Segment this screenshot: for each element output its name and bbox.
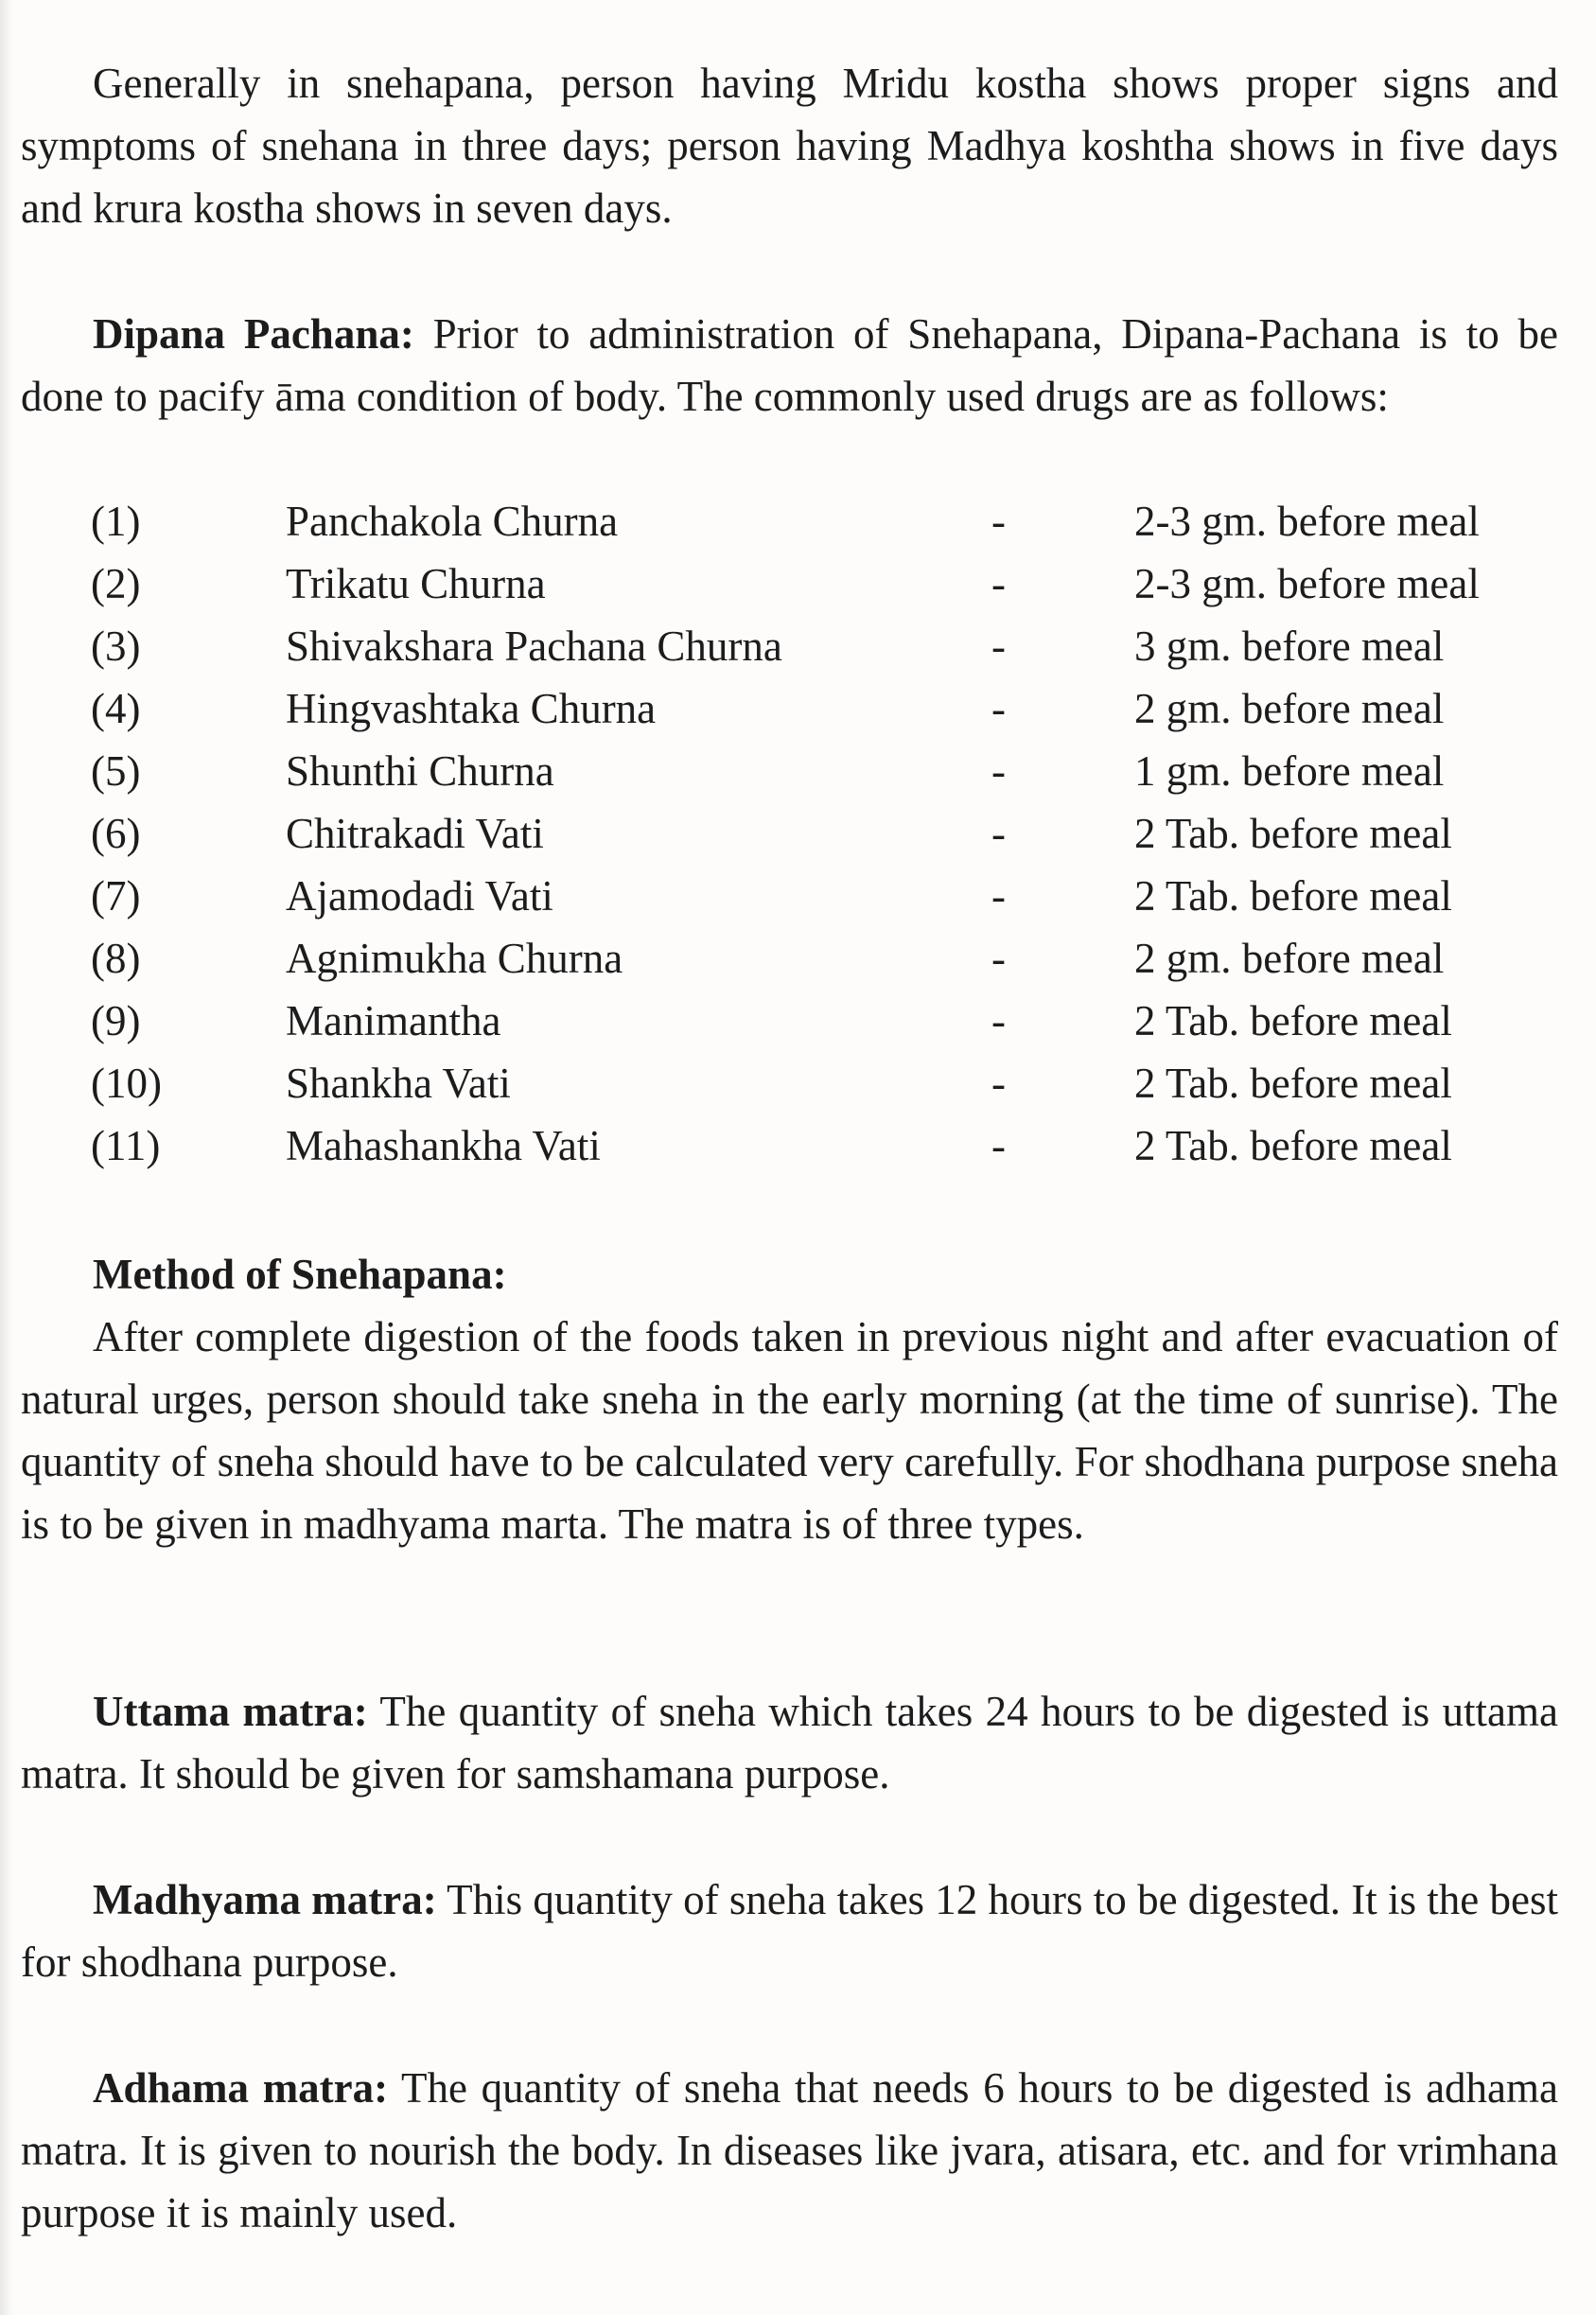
intro-paragraph	[21, 52, 1558, 239]
drug-number: (11)	[91, 1122, 161, 1169]
drug-number: (10)	[91, 1060, 162, 1107]
drug-dose: 2 Tab. before meal	[1134, 1122, 1452, 1169]
drug-number: (4)	[91, 685, 141, 732]
drug-number: (1)	[91, 498, 141, 545]
madhyama-text: This quantity of sneha takes 12 hours to be digested. It is the best for shodhana purpose.	[21, 1876, 1558, 1986]
drug-dash: -	[991, 560, 1006, 607]
drug-list	[0, 490, 1596, 1177]
drug-dose: 2 Tab. before meal	[1134, 1060, 1452, 1107]
drug-name: Panchakola Churna	[286, 498, 619, 545]
uttama-paragraph	[21, 1680, 1558, 1805]
drug-name: Chitrakadi Vati	[286, 810, 544, 857]
drug-list-item	[0, 990, 1596, 1052]
drug-number: (9)	[91, 997, 141, 1044]
drug-name: Agnimukha Churna	[286, 935, 623, 982]
drug-list-item	[0, 802, 1596, 865]
drug-name: Mahashankha Vati	[286, 1122, 601, 1169]
uttama-label: Uttama matra:	[93, 1688, 368, 1735]
drug-dash: -	[991, 997, 1006, 1044]
drug-dash: -	[991, 935, 1006, 982]
intro-text: Generally in snehapana, person having Mridu kostha shows proper signs and symptoms of snehana in three days; person having Madhya koshtha shows in five days and krura kostha shows in seven days.	[21, 60, 1558, 232]
drug-dose: 2 Tab. before meal	[1134, 810, 1452, 857]
drug-list-item	[0, 490, 1596, 552]
drug-name: Shivakshara Pachana Churna	[286, 623, 782, 670]
drug-number: (6)	[91, 810, 141, 857]
drug-number: (3)	[91, 623, 141, 670]
madhyama-label: Madhyama matra:	[93, 1876, 437, 1923]
drug-name: Hingvashtaka Churna	[286, 685, 657, 732]
drug-list-item	[0, 1052, 1596, 1114]
dipana-pachana-text: Prior to administration of Snehapana, Dipana-Pachana is to be done to pacify āma condition of body. The commonly used drugs are as follows:	[21, 310, 1558, 420]
drug-dash: -	[991, 1060, 1006, 1107]
adhama-text: The quantity of sneha that needs 6 hours to be digested is adhama matra. It is given to nourish the body. In diseases like jvara, atisara, etc. and for vrimhana purpose it is mainly used.	[21, 2064, 1558, 2236]
adhama-paragraph	[21, 2057, 1558, 2244]
drug-dose: 2-3 gm. before meal	[1134, 560, 1480, 607]
drug-dash: -	[991, 810, 1006, 857]
drug-dose: 2 Tab. before meal	[1134, 872, 1452, 920]
uttama-text: The quantity of sneha which takes 24 hours to be digested is uttama matra. It should be given for samshamana purpose.	[21, 1688, 1558, 1798]
dipana-pachana-label: Dipana Pachana:	[93, 310, 414, 358]
drug-name: Ajamodadi Vati	[286, 872, 553, 920]
drug-dose: 2-3 gm. before meal	[1134, 498, 1480, 545]
drug-dose: 2 gm. before meal	[1134, 685, 1445, 732]
drug-name: Trikatu Churna	[286, 560, 546, 607]
drug-number: (2)	[91, 560, 141, 607]
drug-list-item	[0, 927, 1596, 990]
method-paragraph	[21, 1306, 1558, 1555]
drug-list-item	[0, 740, 1596, 802]
drug-number: (8)	[91, 935, 141, 982]
drug-number: (5)	[91, 747, 141, 795]
drug-name: Manimantha	[286, 997, 501, 1044]
drug-dose: 2 Tab. before meal	[1134, 997, 1452, 1044]
drug-dash: -	[991, 872, 1006, 920]
drug-dash: -	[991, 1122, 1006, 1169]
drug-dash: -	[991, 747, 1006, 795]
adhama-label: Adhama matra:	[93, 2064, 389, 2112]
drug-list-item	[0, 677, 1596, 740]
drug-name: Shankha Vati	[286, 1060, 511, 1107]
method-heading: Method of Snehapana:	[93, 1251, 507, 1298]
drug-number: (7)	[91, 872, 141, 920]
drug-list-item	[0, 1114, 1596, 1177]
madhyama-paragraph	[21, 1868, 1558, 1993]
drug-dose: 3 gm. before meal	[1134, 623, 1445, 670]
drug-dash: -	[991, 685, 1006, 732]
drug-list-item	[0, 552, 1596, 615]
drug-list-item	[0, 865, 1596, 927]
drug-name: Shunthi Churna	[286, 747, 554, 795]
drug-dose: 1 gm. before meal	[1134, 747, 1445, 795]
drug-list-item	[0, 615, 1596, 677]
drug-dose: 2 gm. before meal	[1134, 935, 1445, 982]
dipana-pachana-paragraph	[21, 303, 1558, 428]
method-text: After complete digestion of the foods taken in previous night and after evacuation of natural urges, person should take sneha in the early morning (at the time of sunrise). The quantity of sneha should have to be calculated very carefully. For shodhana purpose sneha is to be given in madhyama marta. The matra is of three types.	[21, 1313, 1558, 1548]
drug-dash: -	[991, 498, 1006, 545]
drug-dash: -	[991, 623, 1006, 670]
